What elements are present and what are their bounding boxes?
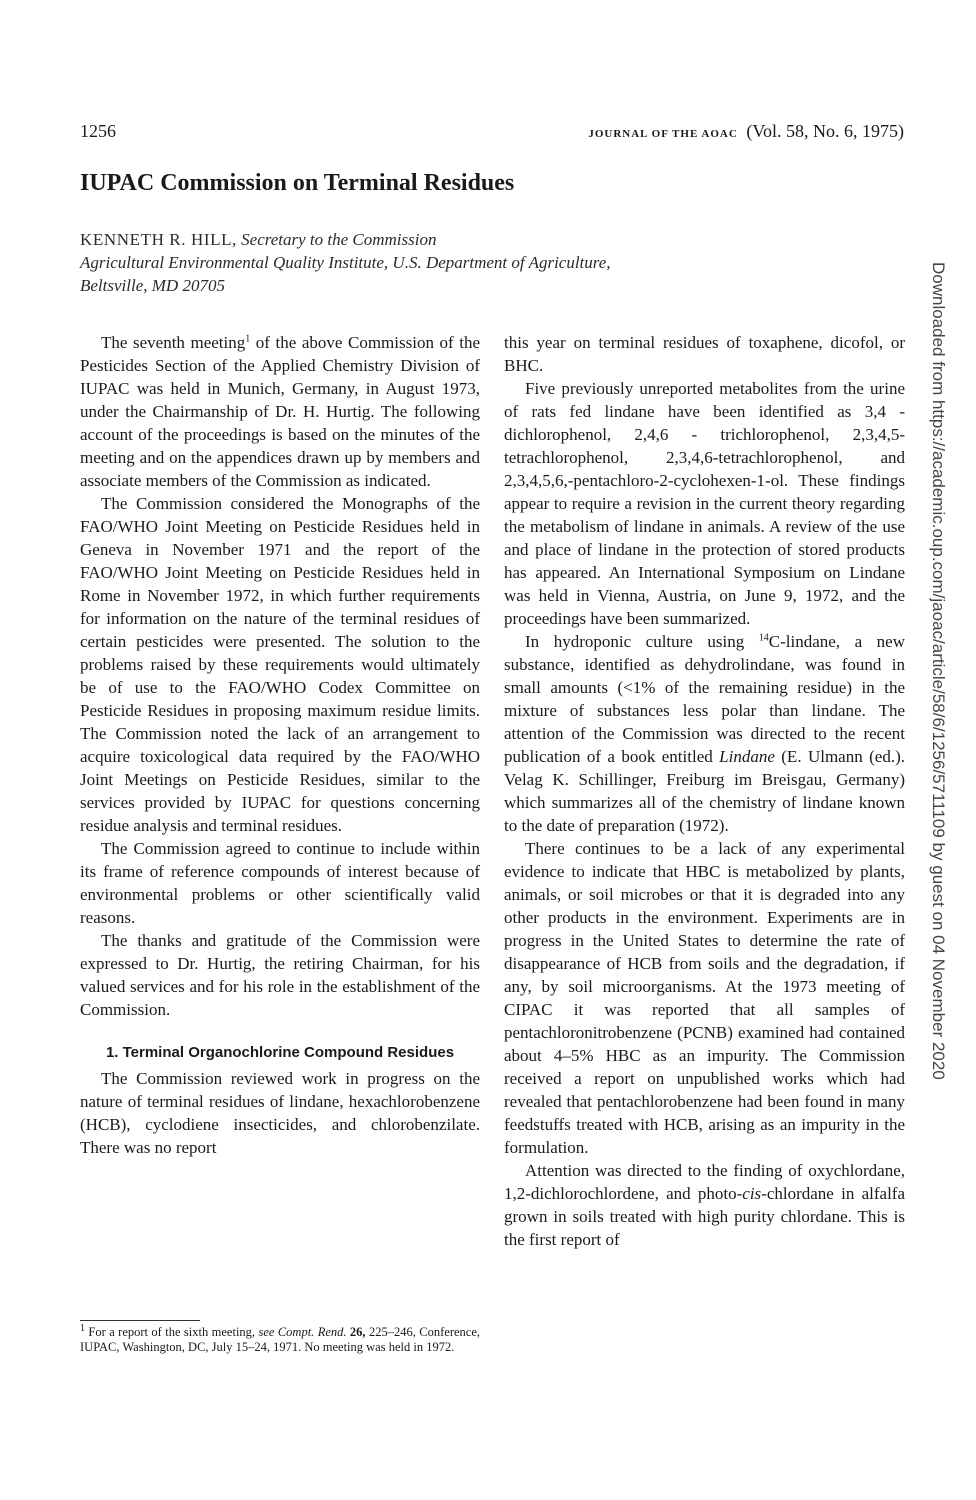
- footnote: $^1$ For a report of the sixth meeting, see Compt. Rend. 26, 225–246, Conference, IUPAC, Washington, DC, July 15–24, 1971. No meeting was held in 1972.: [80, 1322, 480, 1354]
- running-head: [588, 121, 904, 142]
- footnote-ref: 1: [245, 333, 251, 345]
- paragraph: The Commission considered the Monographs of the FAO/WHO Joint Meeting on Pesticide Residues held in Geneva in November 1971 and the report of the FAO/WHO Joint Meeting on Pesticide Residues held in Rome in November 1972, in which further requirements for information on the nature of the terminal residues of certain pesticides were presented. The solution to the problems raised by these requirements would ultimately be of use to the FAO/WHO Codex Committee on Pesticide Residues in proposing maximum residue limits. The Commission noted the lack of an arrangement to acquire toxicological data required by the FAO/WHO Joint Meetings on Pesticide Residues, similar to the services provided by IUPAC for questions concerning residue analysis and terminal residues.: [80, 494, 480, 835]
- paragraph: Attention was directed to the finding of oxychlordane, 1,2-dichlorochlordene, and photo-cis-chlordane in alfalfa grown in soils treated with high purity chlordane. This is the first report of: [504, 1161, 905, 1249]
- article-title: IUPAC Commission on Terminal Residues: [80, 170, 515, 196]
- right-column: [504, 331, 905, 1251]
- paragraph: In hydroponic culture using $^{14}$C-lindane, a new substance, identified as dehydrolindane, was found in small amounts (<1% of the remaining residue) in the mixture of substances less polar than lindane. The attention of the Commission was directed to the recent publication of a book entitled Lindane (E. Ulmann (ed.). Velag K. Schillinger, Freiburg im Breisgau, Germany) which summarizes all of the chemistry of lindane known to the date of preparation (1972).: [504, 632, 905, 835]
- affiliation: Agricultural Environmental Quality Institute, U.S. Department of Agriculture,: [80, 253, 611, 272]
- author-line: [80, 228, 611, 251]
- page-number: 1256: [80, 121, 116, 141]
- journal-name: JOURNAL OF THE AOAC: [588, 128, 738, 140]
- download-watermark: [930, 262, 950, 1142]
- author-role: Secretary to the Commission: [241, 230, 437, 249]
- location: Beltsville, MD 20705: [80, 276, 225, 295]
- paragraph: There continues to be a lack of any experimental evidence to indicate that HBC is metabolized by plants, animals, or soil microbes or that it is degraded into any other products in the environment. Experiments are in progress in the United States to determine the rate of disappearance of HCB from soils and the degradation, if any, by soil microorganisms. At the 1973 meeting of CIPAC it was reported that all samples of pentachloronitrobenzene (PCNB) examined had contained about 4–5% HBC as an impurity. The Commission received a report on unpublished works which had revealed that pentachlorobenzene had been found in many feedstuffs treated with HCB, arising as an impurity in the formulation.: [504, 839, 905, 1157]
- author-name: KENNETH R. HILL,: [80, 230, 237, 249]
- paragraph: The thanks and gratitude of the Commission were expressed to Dr. Hurtig, the retiring Chairman, for his valued services and for his role in the establishment of the Commission.: [80, 931, 480, 1019]
- footnote-rule: [80, 1320, 200, 1321]
- download-watermark-text: Downloaded from https://academic.oup.com/jaoac/article/58/6/1256/5711109 by guest on 04 November 2020: [929, 262, 948, 1080]
- left-column: [80, 331, 480, 1159]
- author-block: [80, 228, 611, 297]
- journal-volume: (Vol. 58, No. 6, 1975): [746, 121, 904, 141]
- paragraph: The seventh meeting$^1$ of the above Commission of the Pesticides Section of the Applied Chemistry Division of IUPAC was held in Munich, Germany, in August 1973, under the Chairmanship of Dr. H. Hurtig. The following account of the proceedings is based on the minutes of the meeting and on the appendices drawn up by members and associate members of the Commission as indicated.: [80, 333, 480, 490]
- section-heading: 1. Terminal Organochlorine Compound Residues: [105, 1044, 455, 1061]
- paragraph: Five previously unreported metabolites from the urine of rats fed lindane have been identified as 3,4 - dichlorophenol, 2,4,6 - trichlorophenol, 2,3,4,5-tetrachlorophenol, 2,3,4,6-tetrachlorophenol, and 2,3,4,5,6,-pentachloro-2-cyclohexen-1-ol. These findings appear to require a revision in the current theory regarding the metabolism of lindane in animals. A review of the use and place of lindane in the protection of stored products has appeared. An International Symposium on Lindane was held in Vienna, Austria, on June 9, 1972, and the proceedings have been summarized.: [504, 379, 905, 628]
- paragraph: this year on terminal residues of toxaphene, dicofol, or BHC.: [504, 333, 905, 375]
- paragraph: The Commission agreed to continue to include within its frame of reference compounds of interest because of environmental problems or other scientifically valid reasons.: [80, 839, 480, 927]
- paragraph: The Commission reviewed work in progress on the nature of terminal residues of lindane, hexachlorobenzene (HCB), cyclodiene insecticides, and chlorobenzilate. There was no report: [80, 1069, 480, 1157]
